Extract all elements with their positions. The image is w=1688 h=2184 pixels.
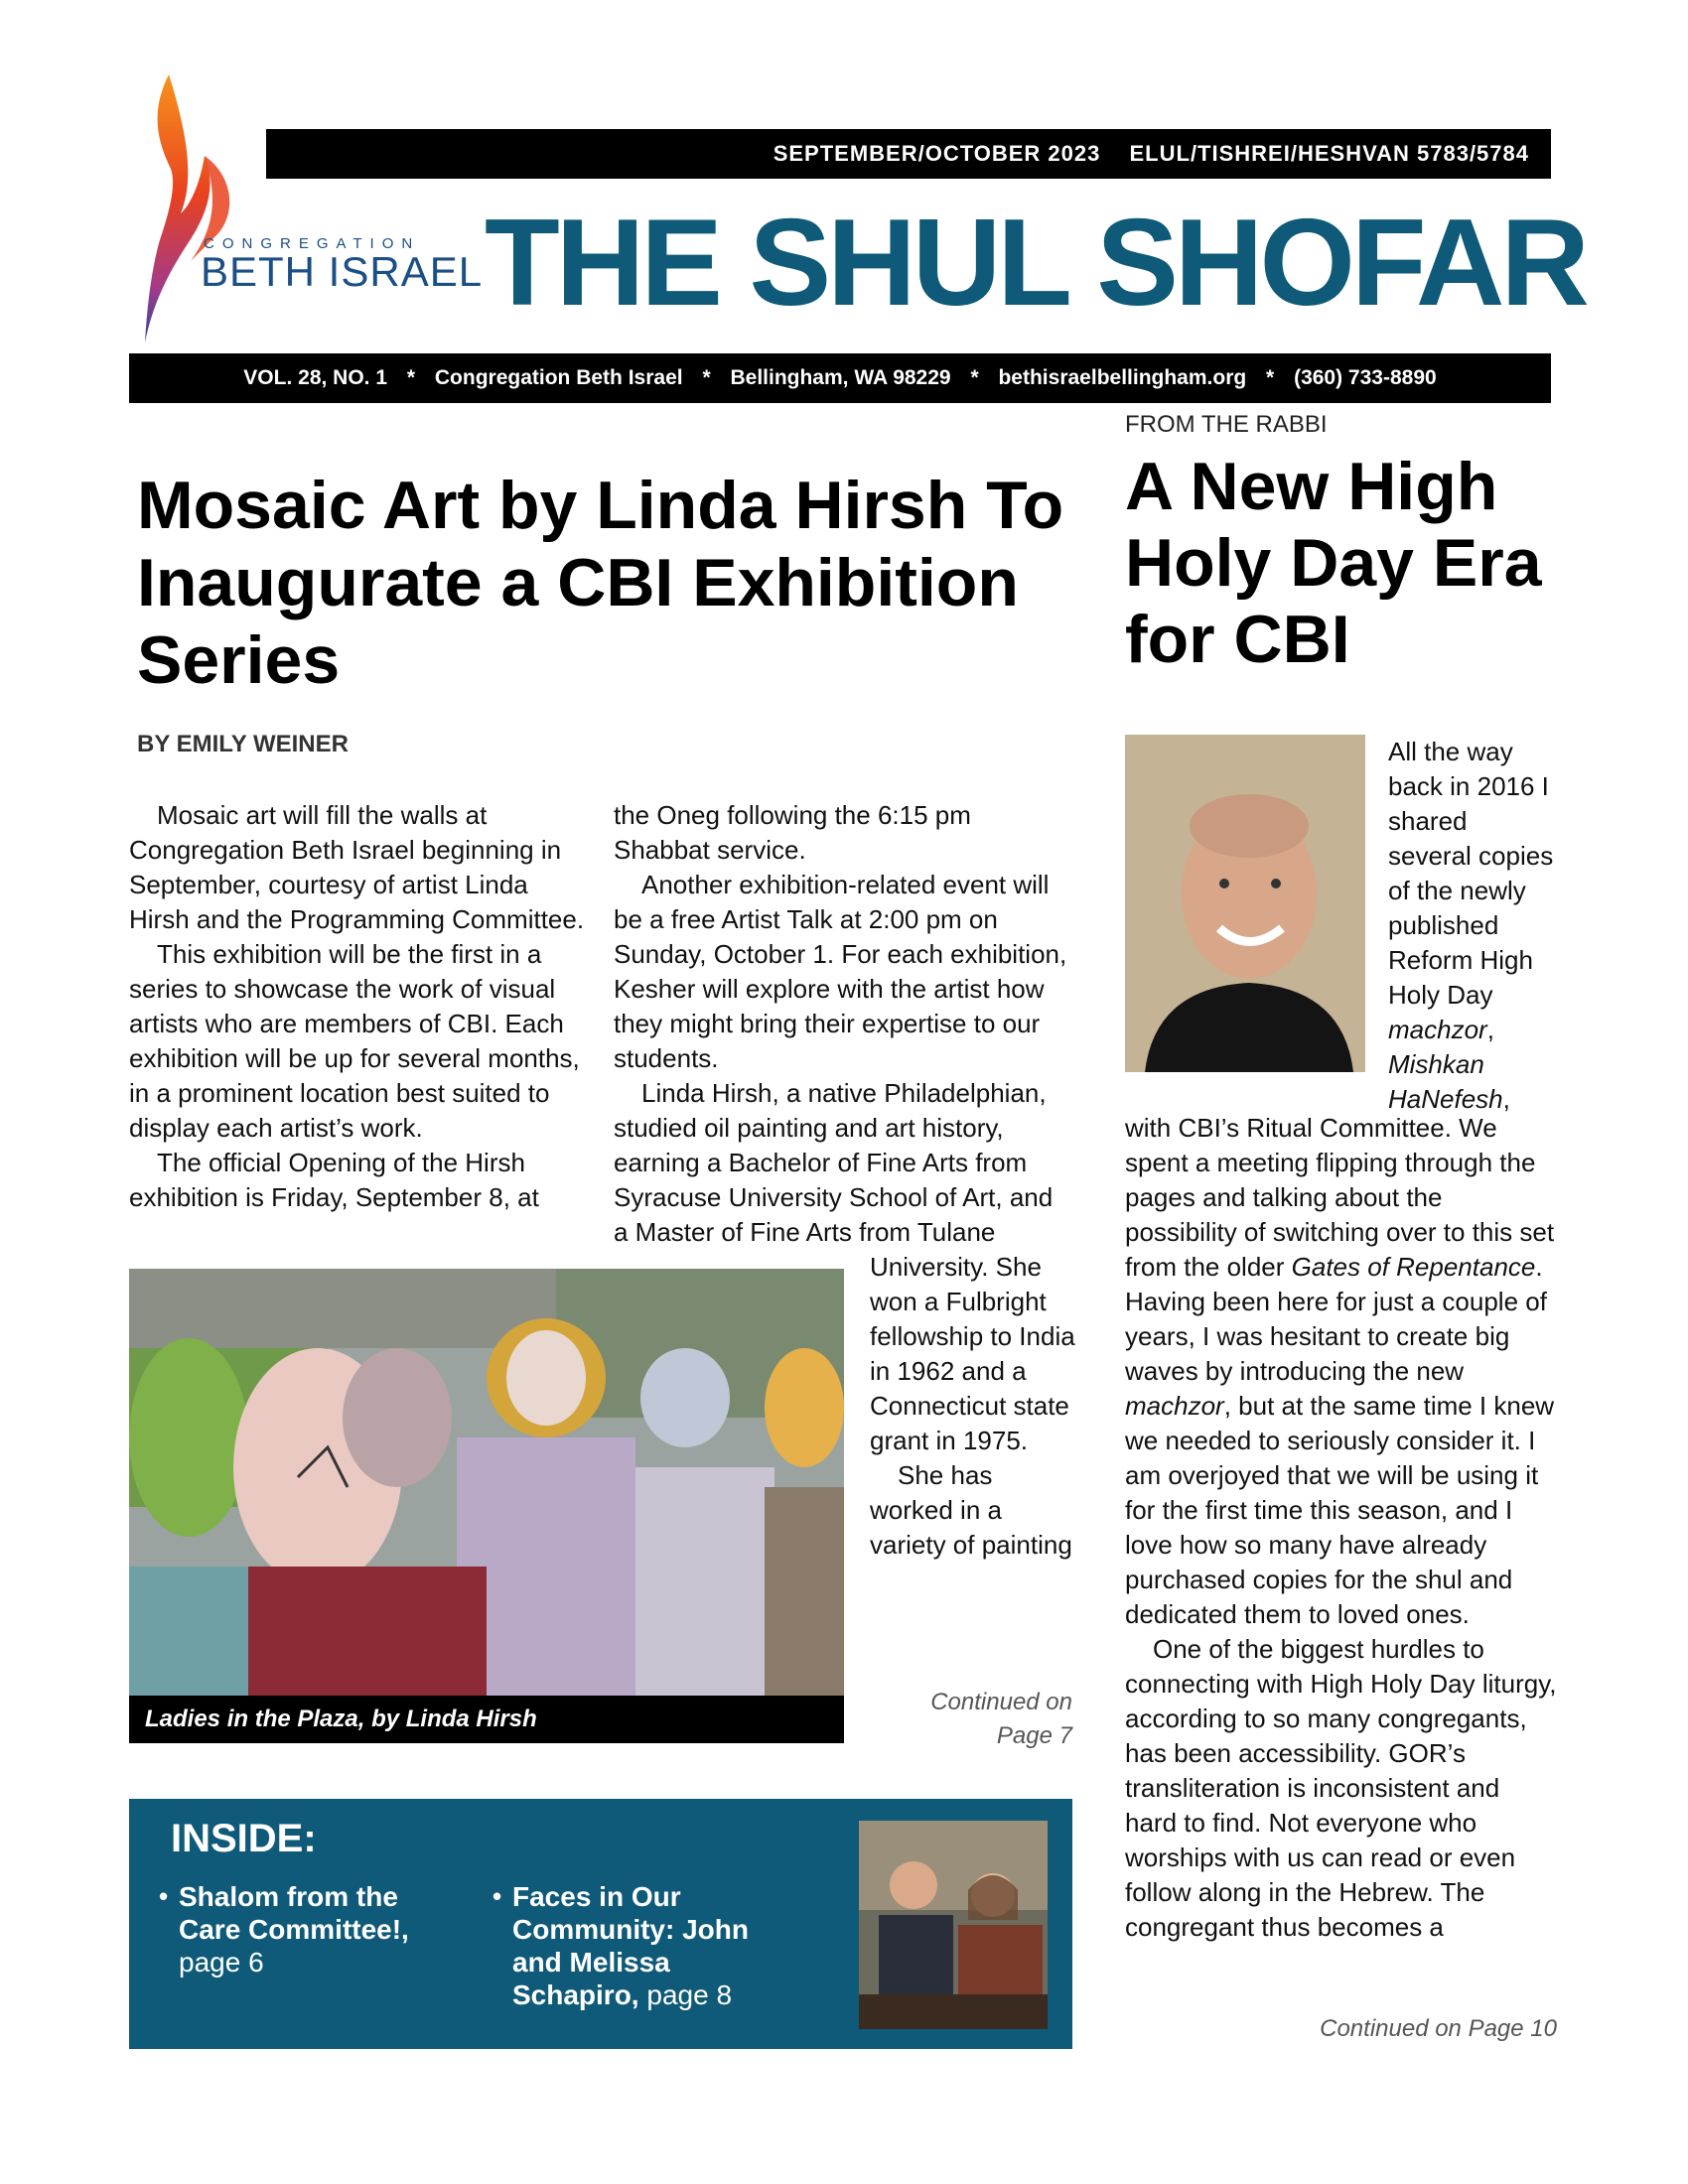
article-column-2-continued	[870, 1250, 1076, 1563]
paragraph: One of the biggest hurdles to connecting with High Holy Day liturgy, according to so many congregants, has been accessibility. GOR’s transliteration is inconsistent and hard to find. Not everyone who worships with us can read or even follow along in the Hebrew. The congregant thus becomes a	[1125, 1634, 1557, 1942]
paragraph: The official Opening of the Hirsh exhibition is Friday, September 8, at	[129, 1148, 539, 1212]
inside-title: INSIDE:	[171, 1817, 317, 1860]
inside-item[interactable]	[159, 1880, 457, 1979]
paragraph: This exhibition will be the first in a series to showcase the work of visual artists who are members of CBI. Each exhibition will be up for several months, in a prominent location best suited to display each artist’s work.	[129, 939, 580, 1143]
text: All the way back in 2016 I shared several copies of the newly published Reform High Holy Day	[1388, 737, 1554, 1010]
congregation-small-label: CONGREGATION	[204, 235, 421, 252]
continued-line: Page 7	[996, 1722, 1072, 1749]
couple-photo	[859, 1821, 1048, 2029]
continued-link[interactable]: Continued on Page 10	[1320, 2015, 1557, 2042]
city: Bellingham, WA 98229	[730, 366, 951, 389]
text-italic: Gates of Repentance	[1291, 1252, 1536, 1282]
bullet: •	[159, 1881, 169, 1911]
continued-link[interactable]	[874, 1686, 1072, 1753]
article-column-2	[614, 798, 1072, 1250]
inside-item-page: page 6	[179, 1947, 264, 1978]
separator: *	[406, 366, 416, 389]
paragraph: She has worked in a variety of painting	[870, 1460, 1072, 1560]
continued-line: Continued on	[930, 1689, 1072, 1715]
congregation: Congregation Beth Israel	[434, 366, 683, 389]
paragraph: Mosaic art will fill the walls at Congregation Beth Israel beginning in September, courtesy of artist Linda Hirsh and the Programming Committee.	[129, 800, 585, 934]
paragraph: University. She won a Fulbright fellowship to India in 1962 and a Connecticut state grant in 1975.	[870, 1252, 1075, 1455]
newsletter-title: THE SHUL SHOFAR	[485, 195, 1586, 332]
image-caption: Ladies in the Plaza, by Linda Hirsh	[129, 1696, 844, 1743]
text: ,	[1502, 1084, 1510, 1114]
phone: (360) 733-8890	[1294, 366, 1437, 389]
website-link[interactable]: bethisraelbellingham.org	[998, 366, 1247, 389]
text-italic: machzor	[1388, 1015, 1487, 1044]
separator: *	[1266, 366, 1275, 389]
inside-item-title: Faces in Our Community: John and Melissa Schapiro,	[512, 1881, 749, 2010]
info-bar	[129, 353, 1551, 403]
text: . Having been here for just a couple of years, I was hesitant to create big waves by introducing the new	[1125, 1252, 1547, 1386]
paragraph: the Oneg following the 6:15 pm Shabbat service.	[614, 800, 971, 865]
date-hebrew: ELUL/TISHREI/HESHVAN 5783/5784	[1129, 141, 1529, 166]
inside-item[interactable]	[492, 1880, 790, 2011]
inside-box	[129, 1799, 1072, 2049]
volume: VOL. 28, NO. 1	[243, 366, 388, 389]
paragraph: Linda Hirsh, a native Philadelphian, studied oil painting and art history, earning a Bachelor of Fine Arts from Syracuse University School of Art, and a Master of Fine Arts from Tulane	[614, 1078, 1054, 1247]
bullet: •	[492, 1881, 502, 1911]
rabbi-column-wide	[1125, 1111, 1557, 1945]
paragraph: Another exhibition-related event will be a free Artist Talk at 2:00 pm on Sunday, October 1. For each exhibition, Kesher will explore with the artist how they might bring their expertise to our students.	[614, 870, 1067, 1073]
text: with CBI’s Ritual Committee. We spent a meeting flipping through the pages and talking about the possibility of switching over to this set from the older	[1125, 1113, 1555, 1282]
mosaic-artwork-image	[129, 1269, 844, 1696]
date-gregorian: SEPTEMBER/OCTOBER 2023	[773, 141, 1101, 166]
congregation-name: BETH ISRAEL	[201, 248, 484, 295]
paragraph	[1125, 1111, 1557, 1632]
text-italic: machzor	[1125, 1391, 1224, 1421]
article-headline: Mosaic Art by Linda Hirsh To Inaugurate a CBI Exhibition Series	[137, 468, 1064, 698]
section-label: FROM THE RABBI	[1125, 411, 1328, 438]
inside-item-title: Shalom from the Care Committee!,	[179, 1881, 409, 1945]
rabbi-headline: A New High Holy Day Era for CBI	[1125, 449, 1542, 677]
inside-item-page: page 8	[646, 1979, 733, 2010]
rabbi-column-narrow	[1388, 735, 1557, 1117]
text-italic: Mishkan HaNefesh	[1388, 1049, 1503, 1114]
text: , but at the same time I knew we needed to seriously consider it. I am overjoyed that we will be using it for the first time this season, and I love how so many have already purchased copies for the shul and dedicated them to loved ones.	[1125, 1391, 1555, 1629]
article-column-1	[129, 798, 588, 1215]
separator: *	[702, 366, 711, 389]
separator: *	[970, 366, 979, 389]
flame-logo-icon	[139, 74, 477, 342]
text: ,	[1486, 1015, 1494, 1044]
rabbi-photo	[1125, 735, 1365, 1072]
byline: BY EMILY WEINER	[137, 731, 349, 757]
